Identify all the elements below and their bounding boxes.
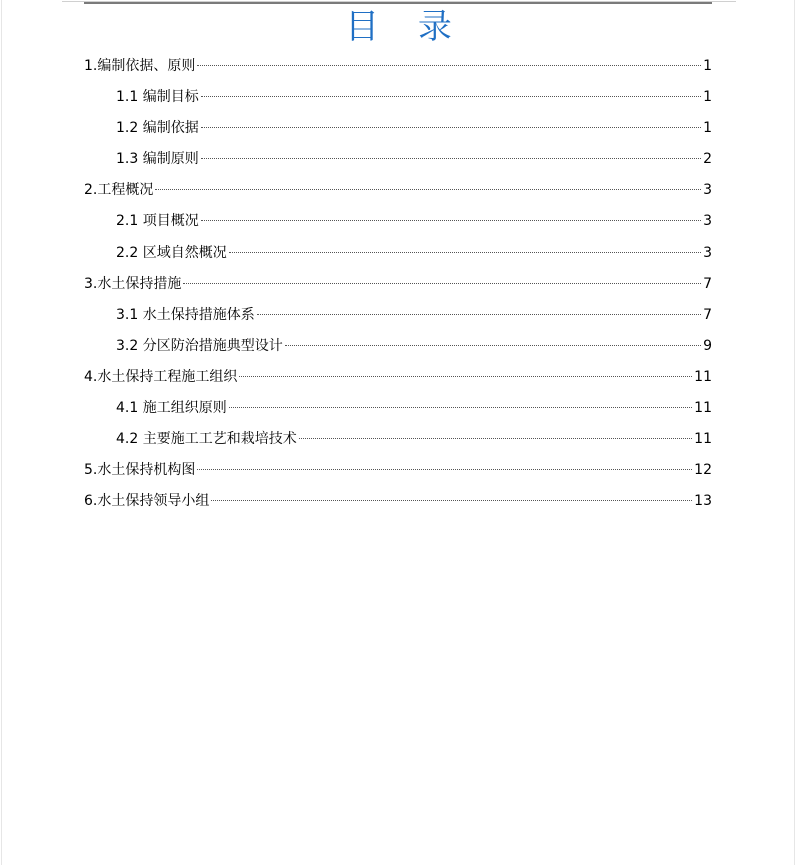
- toc-entry-text: 4.1 施工组织原则: [116, 400, 227, 417]
- toc-leader: [229, 252, 701, 253]
- toc-entry-text: 3.1 水土保持措施体系: [116, 306, 255, 323]
- toc-leader: [211, 500, 692, 501]
- toc-leader: [299, 438, 692, 439]
- toc-page-number: 1: [703, 58, 712, 74]
- toc-entry-text: 3.水土保持措施: [84, 275, 182, 292]
- toc-page-number: 11: [694, 400, 712, 417]
- toc-entry[interactable]: [84, 424, 712, 455]
- toc-leader: [201, 127, 701, 128]
- toc-leader: [285, 345, 701, 346]
- toc-entry-text: 4.水土保持工程施工组织: [84, 368, 238, 385]
- page-edge-right: [794, 0, 795, 865]
- toc-entry-text: 2.工程概况: [84, 182, 154, 199]
- toc-leader: [239, 376, 692, 377]
- toc-entry-text: 1.编制依据、原则: [84, 58, 196, 74]
- toc-leader: [229, 407, 692, 408]
- toc-page-number: 13: [694, 493, 712, 510]
- toc-page-number: 9: [703, 337, 712, 354]
- toc-leader: [197, 469, 692, 470]
- toc-entry-text: 1.3 编制原则: [116, 151, 199, 168]
- toc-page-number: 3: [703, 213, 712, 230]
- toc-leader: [155, 189, 701, 190]
- toc-entry-text: 2.1 项目概况: [116, 213, 199, 230]
- toc-entry[interactable]: [84, 269, 712, 300]
- toc-entry-text: 2.2 区域自然概况: [116, 244, 227, 261]
- toc-leader: [197, 65, 701, 66]
- toc-leader: [201, 158, 701, 159]
- toc-entry[interactable]: [84, 300, 712, 331]
- toc-entry-text: 6.水土保持领导小组: [84, 493, 210, 510]
- toc-page-number: 11: [694, 431, 712, 448]
- toc-entry[interactable]: [84, 238, 712, 269]
- toc-entry-text: 1.2 编制依据: [116, 120, 199, 137]
- toc-entry[interactable]: [84, 82, 712, 113]
- toc-page-number: 7: [703, 306, 712, 323]
- toc-entry[interactable]: [84, 362, 712, 393]
- toc-leader: [257, 314, 701, 315]
- page-edge-left: [1, 0, 2, 865]
- toc-page-number: 1: [703, 120, 712, 137]
- toc-page-number: 3: [703, 244, 712, 261]
- toc-page-number: 3: [703, 182, 712, 199]
- toc-page-number: 12: [694, 462, 712, 479]
- toc-entry-text: 1.1 编制目标: [116, 89, 199, 106]
- toc-entry[interactable]: [84, 113, 712, 144]
- toc-entry[interactable]: [84, 486, 712, 517]
- toc-entry[interactable]: [84, 393, 712, 424]
- toc-page-number: 2: [703, 151, 712, 168]
- toc-entry[interactable]: [84, 455, 712, 486]
- toc-entry-text: 4.2 主要施工工艺和栽培技术: [116, 431, 297, 448]
- toc-title: 目 录: [345, 7, 466, 47]
- toc-entry-text: 3.2 分区防治措施典型设计: [116, 337, 283, 354]
- toc-entry[interactable]: [84, 51, 712, 82]
- toc-entry[interactable]: [84, 144, 712, 175]
- toc-entry[interactable]: [84, 331, 712, 362]
- toc-page-number: 1: [703, 89, 712, 106]
- toc-entry[interactable]: [84, 175, 712, 206]
- toc-leader: [201, 96, 701, 97]
- toc-entry-text: 5.水土保持机构图: [84, 462, 196, 479]
- toc-entry[interactable]: [84, 206, 712, 237]
- toc-page-number: 7: [703, 275, 712, 292]
- toc-leader: [201, 220, 701, 221]
- toc-page-number: 11: [694, 368, 712, 385]
- toc-leader: [183, 283, 701, 284]
- table-of-contents: [84, 51, 712, 517]
